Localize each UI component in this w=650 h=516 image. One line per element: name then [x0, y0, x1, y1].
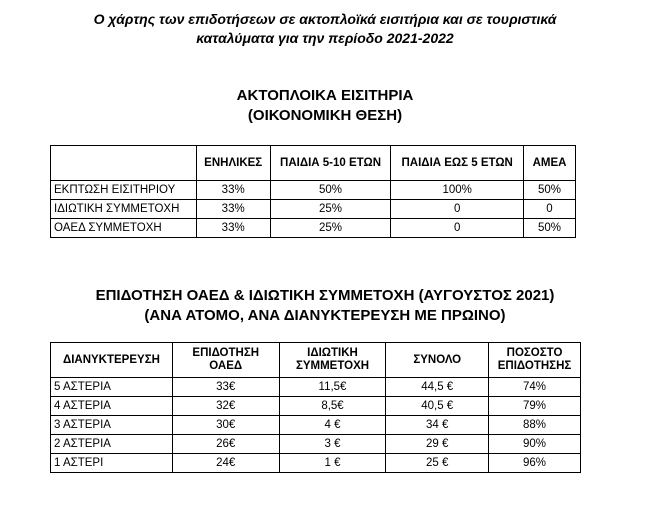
- table-cell: 29 €: [386, 435, 489, 454]
- table-cell: 25%: [270, 200, 391, 219]
- column-header: ΔΙΑΝΥΚΤΕΡΕΥΣΗ: [51, 343, 173, 378]
- table-cell: 40,5 €: [386, 397, 489, 416]
- table-cell: 0: [391, 200, 524, 219]
- table-cell: 24€: [172, 454, 279, 473]
- table-row: [51, 219, 576, 238]
- column-header: [51, 146, 197, 181]
- table-cell: 100%: [391, 181, 524, 200]
- table-row: [51, 397, 581, 416]
- table-header-row: [51, 146, 576, 181]
- table-cell: 30€: [172, 416, 279, 435]
- title-line-2: καταλύματα για την περίοδο 2021-2022: [196, 30, 454, 46]
- row-label: ΟΑΕΔ ΣΥΜΜΕΤΟΧΗ: [51, 219, 197, 238]
- table-cell: 25%: [270, 219, 391, 238]
- ferry-tickets-heading: [0, 86, 650, 126]
- table-cell: 34 €: [386, 416, 489, 435]
- table-cell: 11,5€: [279, 378, 386, 397]
- ferry-heading-line-2: (ΟΙΚΟΝΟΜΙΚΗ ΘΕΣΗ): [247, 107, 403, 124]
- table-cell: 33%: [196, 181, 270, 200]
- table-cell: 50%: [524, 181, 576, 200]
- table-cell: 74%: [489, 378, 581, 397]
- row-label: 4 ΑΣΤΕΡΙΑ: [51, 397, 173, 416]
- table-row: [51, 200, 576, 219]
- table-cell: 88%: [489, 416, 581, 435]
- table-cell: 8,5€: [279, 397, 386, 416]
- accommodation-subsidy-table: [50, 342, 581, 473]
- table-row: [51, 416, 581, 435]
- table-cell: 44,5 €: [386, 378, 489, 397]
- table-cell: 32€: [172, 397, 279, 416]
- row-label: 3 ΑΣΤΕΡΙΑ: [51, 416, 173, 435]
- table-cell: 0: [524, 200, 576, 219]
- title-line-1: Ο χάρτης των επιδοτήσεων σε ακτοπλοϊκά εισιτήρια και σε τουριστικά: [93, 11, 557, 27]
- table-cell: 96%: [489, 454, 581, 473]
- table-cell: 79%: [489, 397, 581, 416]
- table-header-row: [51, 343, 581, 378]
- column-header: ΕΠΙΔΟΤΗΣΗ ΟΑΕΔ: [172, 343, 279, 378]
- table-cell: 25 €: [386, 454, 489, 473]
- row-label: ΕΚΠΤΩΣΗ ΕΙΣΙΤΗΡΙΟΥ: [51, 181, 197, 200]
- document-title: [0, 10, 650, 48]
- subsidy-heading-line-1: ΕΠΙΔΟΤΗΣΗ ΟΑΕΔ & ΙΔΙΩΤΙΚΗ ΣΥΜΜΕΤΟΧΗ (ΑΥΓΟΥΣΤΟΣ 2021): [95, 287, 555, 304]
- column-header: ΣΥΝΟΛΟ: [386, 343, 489, 378]
- table-cell: 3 €: [279, 435, 386, 454]
- ferry-heading-line-1: ΑΚΤΟΠΛΟΙΚΑ ΕΙΣΙΤΗΡΙΑ: [236, 87, 414, 104]
- row-label: 2 ΑΣΤΕΡΙΑ: [51, 435, 173, 454]
- column-header: ΕΝΗΛΙΚΕΣ: [196, 146, 270, 181]
- table-row: [51, 435, 581, 454]
- table-row: [51, 378, 581, 397]
- table-cell: 33€: [172, 378, 279, 397]
- row-label: 5 ΑΣΤΕΡΙΑ: [51, 378, 173, 397]
- column-header: ΠΑΙΔΙΑ 5-10 ΕΤΩΝ: [270, 146, 391, 181]
- subsidy-heading-line-2: (ΑΝΑ ΑΤΟΜΟ, ΑΝΑ ΔΙΑΝΥΚΤΕΡΕΥΣΗ ΜΕ ΠΡΩΙΝΟ): [144, 307, 506, 324]
- row-label: ΙΔΙΩΤΙΚΗ ΣΥΜΜΕΤΟΧΗ: [51, 200, 197, 219]
- table-cell: 33%: [196, 219, 270, 238]
- subsidy-heading: [0, 286, 650, 326]
- table-cell: 0: [391, 219, 524, 238]
- table-cell: 50%: [524, 219, 576, 238]
- table-cell: 50%: [270, 181, 391, 200]
- table-cell: 90%: [489, 435, 581, 454]
- column-header: ΙΔΙΩΤΙΚΗ ΣΥΜΜΕΤΟΧΗ: [279, 343, 386, 378]
- column-header: ΠΟΣΟΣΤΟ ΕΠΙΔΟΤΗΣΗΣ: [489, 343, 581, 378]
- row-label: 1 ΑΣΤΕΡΙ: [51, 454, 173, 473]
- table-cell: 4 €: [279, 416, 386, 435]
- column-header: ΑΜΕΑ: [524, 146, 576, 181]
- column-header: ΠΑΙΔΙΑ ΕΩΣ 5 ΕΤΩΝ: [391, 146, 524, 181]
- table-row: [51, 454, 581, 473]
- table-cell: 33%: [196, 200, 270, 219]
- table-cell: 26€: [172, 435, 279, 454]
- table-cell: 1 €: [279, 454, 386, 473]
- ferry-tickets-table: [50, 145, 576, 238]
- table-row: [51, 181, 576, 200]
